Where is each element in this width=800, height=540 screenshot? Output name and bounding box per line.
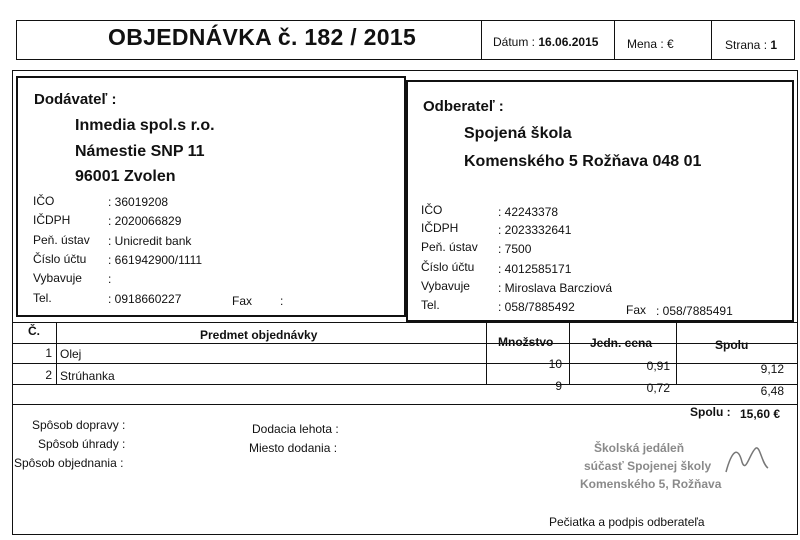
delivery-method-label: Spôsob dopravy : [32,418,126,432]
page-label: Strana : [725,38,768,52]
supplier-row-label: IČDPH [33,213,71,227]
customer-address: Komenského 5 Rožňava 048 01 [464,153,702,170]
customer-row-value: : 7500 [498,242,532,256]
supplier-row [33,252,86,266]
supplier-row-label: IČO [33,194,55,208]
customer-row-label: IČDPH [421,221,459,235]
supplier-row-label: Tel. [33,291,52,305]
customer-fax-label: Fax [626,303,647,317]
customer-row [421,298,440,312]
table-row-unit-price: 0,91 [646,359,670,373]
page-number-field [725,38,777,52]
date-field [493,35,598,49]
customer-row-label: Vybavuje [421,279,470,293]
currency-label: Mena : [627,37,664,51]
column-header-unit-price: Jedn. cena [590,336,653,350]
supplier-row [33,213,70,227]
supplier-fax-label: Fax [232,294,253,308]
column-header-num: Č. [28,324,40,338]
supplier-row-value: : 36019208 [108,195,169,209]
customer-row-value: : 2023332641 [498,223,572,237]
table-column-border [676,322,677,384]
supplier-row-label: Vybavuje [33,271,82,285]
supplier-row-label: Peň. ústav [33,233,90,247]
supplier-row [33,233,90,247]
customer-row [421,221,458,235]
customer-row [421,279,470,293]
table-column-border [56,322,57,384]
supplier-row-value: : 0918660227 [108,292,182,306]
supplier-row-value: : 661942900/1111 [108,253,203,267]
stamp-line: Školská jedáleň [594,441,685,455]
table-row-item: Strúhanka [60,369,115,383]
delivery-place-label: Miesto dodania : [249,441,338,455]
supplier-heading: Dodávateľ : [34,91,117,108]
customer-row-label: IČO [421,203,443,217]
customer-row-value: : Miroslava Barcziová [498,281,613,295]
customer-row [421,203,442,217]
supplier-street: Námestie SNP 11 [75,143,205,160]
table-row-unit-price: 0,72 [646,381,670,395]
table-top-border [12,322,798,323]
currency-value: € [667,37,674,51]
payment-method-label: Spôsob úhrady : [38,437,126,451]
customer-row-value: : 42243378 [498,205,559,219]
supplier-row [33,271,82,285]
table-row-num: 1 [45,346,52,360]
page-title: OBJEDNÁVKA č. 182 / 2015 [108,24,417,50]
signature-label: Pečiatka a podpis odberateľa [549,515,705,529]
supplier-row-value: : 2020066829 [108,214,182,228]
table-row-qty: 10 [548,357,562,371]
header-divider [481,20,482,60]
table-row-item: Olej [60,347,82,361]
header-divider [711,20,712,60]
stamp-line: Komenského 5, Rožňava [580,477,722,491]
customer-row [421,240,478,254]
customer-heading: Odberateľ : [423,98,504,115]
sum-label: Spolu : [690,405,731,419]
customer-row-label: Číslo účtu [421,260,475,274]
supplier-fax-value: : [280,294,284,308]
date-label: Dátum : [493,35,536,49]
table-row-qty: 9 [555,379,562,393]
signature-mark [722,440,772,480]
table-header-border [12,343,798,344]
column-header-qty: Množstvo [498,335,554,349]
customer-row-label: Peň. ústav [421,240,478,254]
page-value: 1 [770,38,778,52]
table-sum-border [12,404,798,405]
column-header-item: Predmet objednávky [200,328,318,342]
stamp-line: súčasť Spojenej školy [584,459,712,473]
supplier-row-value: : Unicredit bank [108,234,192,248]
customer-row [421,260,474,274]
currency-field [627,37,674,51]
date-value: 16.06.2015 [538,35,599,49]
customer-row-label: Tel. [421,298,440,312]
table-column-border [569,322,570,384]
table-column-border [486,322,487,384]
supplier-row [33,194,54,208]
table-row-total: 9,12 [760,362,784,376]
sum-value: 15,60 € [740,407,781,421]
header-divider [614,20,615,60]
supplier-row-label: Číslo účtu [33,252,87,266]
table-row-total: 6,48 [760,384,784,398]
supplier-city: 96001 Zvolen [75,168,176,185]
customer-fax-value: : 058/7885491 [656,304,733,318]
customer-row-value: : 058/7885492 [498,300,575,314]
supplier-row [33,291,52,305]
table-row-num: 2 [45,368,52,382]
order-method-label: Spôsob objednania : [14,456,124,470]
customer-row-value: : 4012585171 [498,262,572,276]
column-header-total: Spolu [715,338,749,352]
customer-name: Spojená škola [464,125,572,142]
supplier-row-value: : [108,272,112,286]
delivery-time-label: Dodacia lehota : [252,422,339,436]
supplier-name: Inmedia spol.s r.o. [75,117,215,134]
